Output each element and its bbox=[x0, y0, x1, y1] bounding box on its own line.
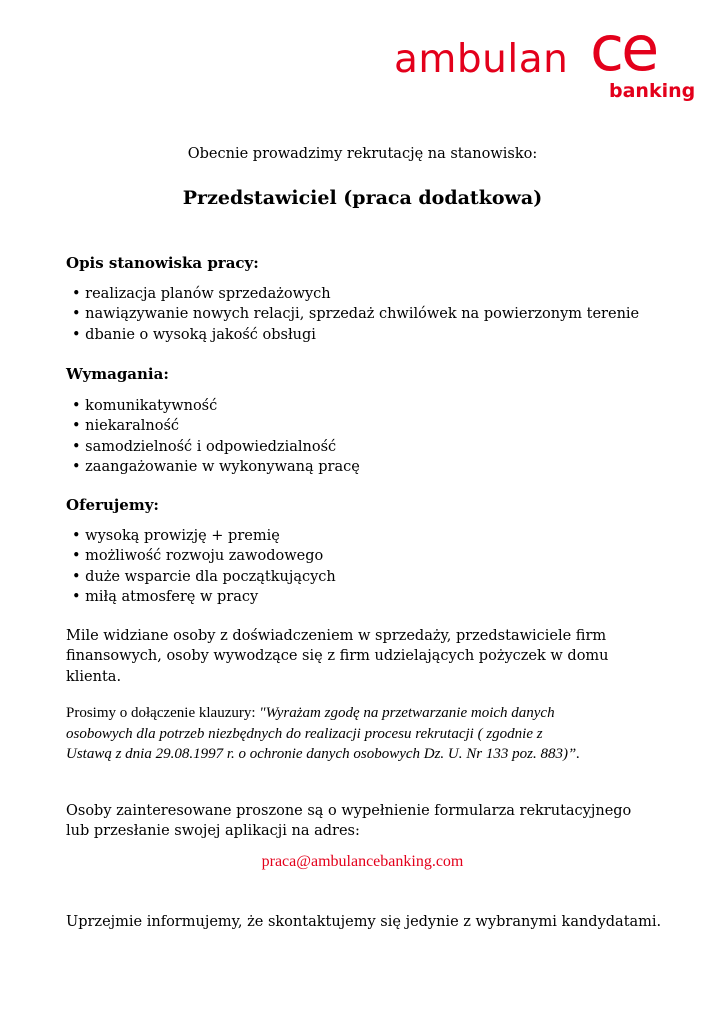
list-item: • komunikatywność bbox=[72, 396, 360, 416]
offer-list bbox=[72, 526, 336, 607]
job-title: Przedstawiciel (praca dodatkowa) bbox=[182, 187, 543, 209]
requirements-list bbox=[72, 396, 360, 477]
list-item: • miłą atmosferę w pracy bbox=[72, 587, 336, 607]
heading-requirements: Wymagania: bbox=[66, 365, 169, 383]
list-item: • niekaralność bbox=[72, 416, 360, 436]
list-item: • realizacja planów sprzedażowych bbox=[72, 284, 639, 304]
heading-we-offer: Oferujemy: bbox=[66, 496, 159, 514]
application-instructions-paragraph bbox=[66, 801, 666, 842]
logo-wordmark: ambulan bbox=[394, 37, 569, 82]
list-item: • samodzielność i odpowiedzialność bbox=[72, 437, 360, 457]
list-item: • nawiązywanie nowych relacji, sprzedaż chwilówek na powierzonym terenie bbox=[72, 304, 639, 324]
paragraph-line: Osoby zainteresowane proszone są o wypełnienie formularza rekrutacyjnego bbox=[66, 803, 632, 819]
paragraph-line: finansowych, osoby wywodzące się z firm udzielających pożyczek w domu bbox=[66, 648, 609, 665]
closing-note: Uprzejmie informujemy, że skontaktujemy się jedynie z wybranymi kandydatami. bbox=[66, 914, 662, 930]
paragraph-line: lub przesłanie swojej aplikacji na adres: bbox=[66, 823, 360, 840]
consent-clause: Ustawą z dnia 29.08.1997 r. o ochronie danych osobowych Dz. U. Nr 133 poz. 883)”. bbox=[66, 746, 581, 762]
list-item: • zaangażowanie w wykonywaną pracę bbox=[72, 457, 360, 477]
list-item: • wysoką prowizję + premię bbox=[72, 526, 336, 546]
logo-banking-text: banking bbox=[609, 80, 696, 102]
consent-clause: osobowych dla potrzeb niezbędnych do realizacji procesu rekrutacji ( zgodnie z bbox=[66, 725, 543, 742]
heading-job-description: Opis stanowiska pracy: bbox=[66, 254, 259, 272]
paragraph-line: klienta. bbox=[66, 668, 122, 685]
list-item: • duże wsparcie dla początkujących bbox=[72, 567, 336, 587]
list-item: • możliwość rozwoju zawodowego bbox=[72, 546, 336, 566]
paragraph-line bbox=[66, 703, 666, 724]
paragraph-line: Mile widziane osoby z doświadczeniem w sprzedaży, przedstawiciele firm bbox=[66, 628, 607, 644]
contact-email[interactable]: praca@ambulancebanking.com bbox=[261, 853, 464, 870]
consent-lead: Prosimy o dołączenie klauzury: bbox=[66, 705, 260, 721]
consent-clause: "Wyrażam zgodę na przetwarzanie moich danych bbox=[259, 705, 555, 721]
preferred-candidates-paragraph bbox=[66, 626, 666, 687]
ambulance-banking-logo bbox=[394, 12, 696, 106]
job-description-list bbox=[72, 284, 639, 345]
consent-clause-paragraph bbox=[66, 703, 666, 765]
list-item: • dbanie o wysoką jakość obsługi bbox=[72, 325, 639, 345]
logo-ce-mark: ce bbox=[590, 12, 657, 85]
intro-text: Obecnie prowadzimy rekrutację na stanowisko: bbox=[187, 146, 538, 162]
